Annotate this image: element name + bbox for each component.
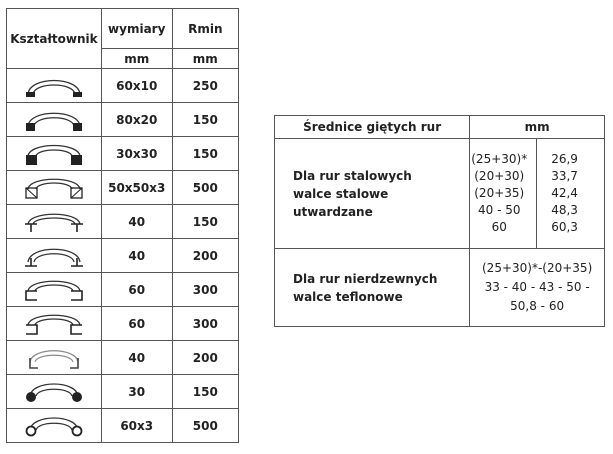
table-row <box>7 307 239 341</box>
table-row <box>7 69 239 103</box>
row-rmin: 500 <box>172 171 238 205</box>
table-row <box>7 239 239 273</box>
row-dims: 60x10 <box>101 69 172 103</box>
steel-sizes: (25+30)* (20+30) (20+35) 40 - 50 60 <box>470 139 537 249</box>
table-row <box>7 409 239 443</box>
row-rmin: 300 <box>172 273 238 307</box>
row-rmin: 150 <box>172 205 238 239</box>
table-row <box>7 103 239 137</box>
tee-arc-icon <box>23 210 85 234</box>
unit-rmin: mm <box>172 49 238 69</box>
row-dims: 50x50x3 <box>101 171 172 205</box>
row-rmin: 150 <box>172 375 238 409</box>
row-dims: 30 <box>101 375 172 409</box>
row-rmin: 250 <box>172 69 238 103</box>
diameters-table <box>274 115 605 327</box>
row-dims: 40 <box>101 239 172 273</box>
row-rmin: 150 <box>172 137 238 171</box>
flat-bar-tall-arc-icon <box>23 108 85 132</box>
row-dims: 60x3 <box>101 409 172 443</box>
row-rmin: 500 <box>172 409 238 443</box>
header-shape: Kształtownik <box>7 9 102 69</box>
row-rmin: 200 <box>172 341 238 375</box>
row-dims: 60 <box>101 273 172 307</box>
header-pipe-diameters: Średnice giętych rur <box>275 116 470 139</box>
row-dims: 30x30 <box>101 137 172 171</box>
table-row <box>7 137 239 171</box>
stainless-values: (25+30)*-(20+35) 33 - 40 - 43 - 50 - 50,8 - 60 <box>470 249 605 327</box>
row-dims: 60 <box>101 307 172 341</box>
table-row <box>7 341 239 375</box>
table-row <box>7 205 239 239</box>
table-row <box>7 273 239 307</box>
row-dims: 40 <box>101 205 172 239</box>
square-bar-arc-icon <box>23 142 85 166</box>
angle-arc-icon <box>23 346 85 370</box>
round-bar-arc-icon <box>23 380 85 404</box>
profiles-table <box>6 8 239 443</box>
table-row <box>7 375 239 409</box>
header-dims: wymiary <box>101 9 172 49</box>
round-tube-arc-icon <box>23 414 85 438</box>
steel-diameters: 26,9 33,7 42,4 48,3 60,3 <box>537 139 605 249</box>
channel-inverted-arc-icon <box>23 312 85 336</box>
row-rmin: 200 <box>172 239 238 273</box>
unit-dims: mm <box>101 49 172 69</box>
channel-arc-icon <box>23 278 85 302</box>
header-unit: mm <box>470 116 605 139</box>
table-row <box>7 171 239 205</box>
row-dims: 40 <box>101 341 172 375</box>
stainless-label: Dla rur nierdzewnych walce teflonowe <box>275 249 470 327</box>
header-rmin: Rmin <box>172 9 238 49</box>
row-rmin: 150 <box>172 103 238 137</box>
flat-bar-arc-icon <box>23 74 85 98</box>
row-rmin: 300 <box>172 307 238 341</box>
row-dims: 80x20 <box>101 103 172 137</box>
tee-inverted-arc-icon <box>23 244 85 268</box>
square-tube-arc-icon <box>23 176 85 200</box>
steel-label: Dla rur stalowych walce stalowe utwardzane <box>275 139 470 249</box>
